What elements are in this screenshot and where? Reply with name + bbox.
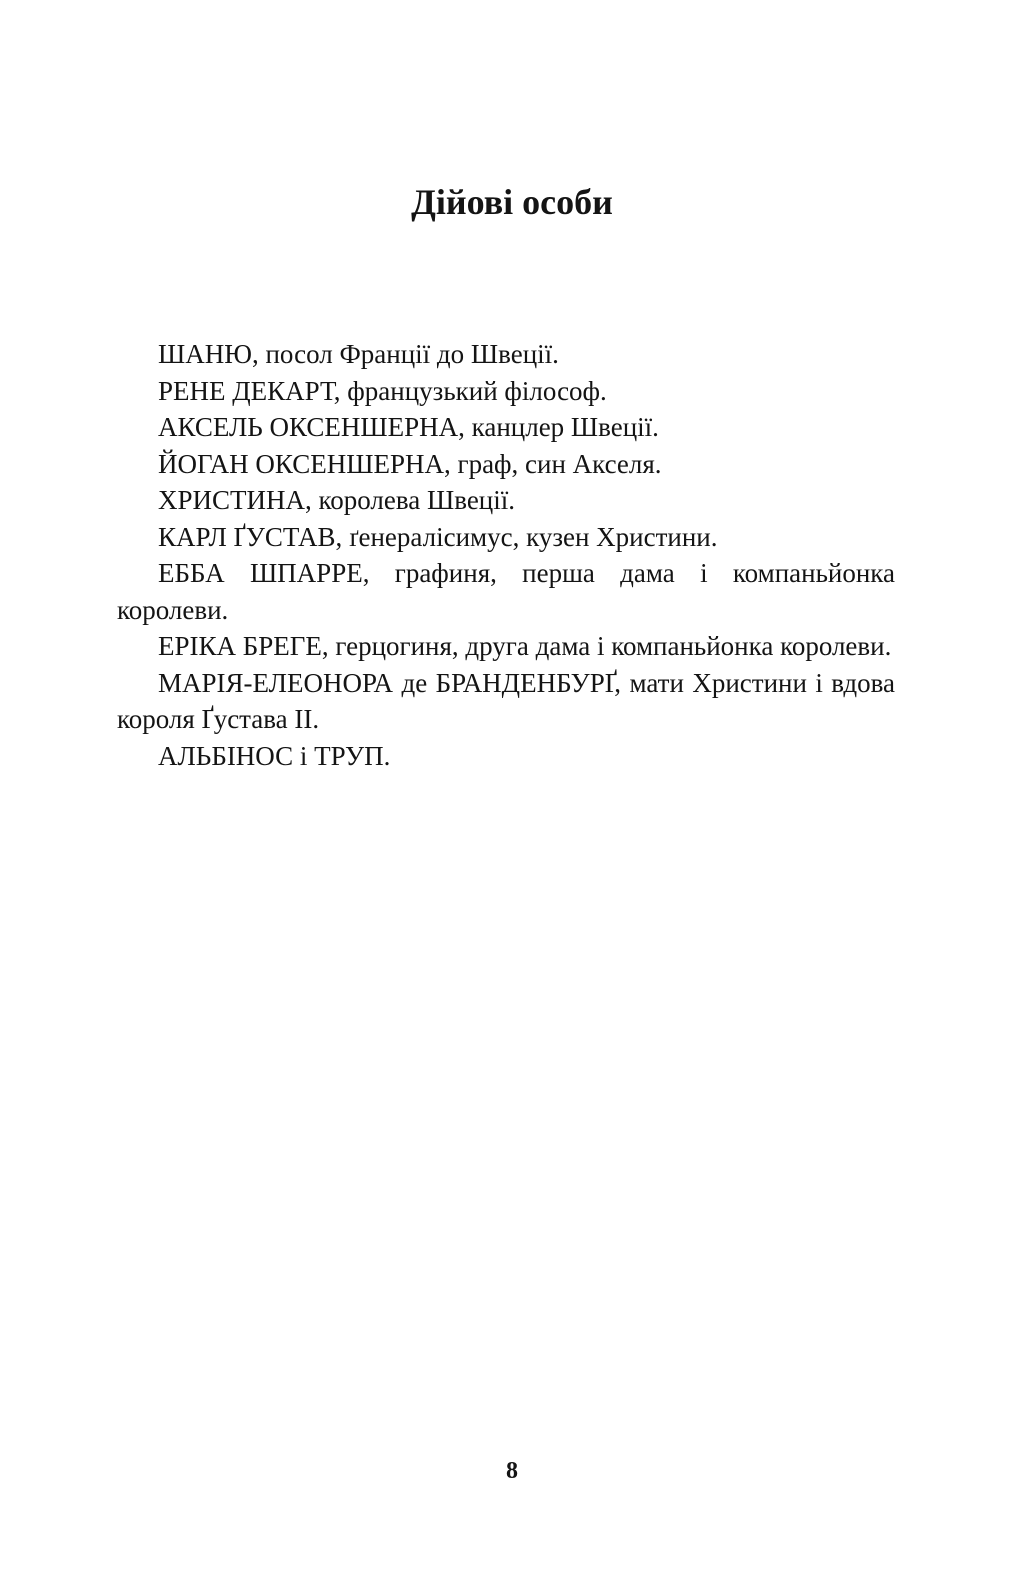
- page-number: 8: [506, 1458, 518, 1484]
- cast-item: АЛЬБІНОС і ТРУП.: [158, 740, 391, 771]
- cast-item: МАРІЯ-ЕЛЕОНОРА де БРАНДЕНБУРҐ, мати Христини і вдова короля Ґустава ІІ.: [117, 667, 895, 734]
- cast-item: РЕНЕ ДЕКАРТ, французький філософ.: [158, 375, 607, 406]
- cast-item: ШАНЮ, посол Франції до Швеції.: [158, 339, 559, 369]
- cast-item: АКСЕЛЬ ОКСЕНШЕРНА, канцлер Швеції.: [158, 412, 659, 442]
- page-title: Дійові особи: [411, 182, 613, 222]
- cast-item: ЕРІКА БРЕГЕ, герцогиня, друга дама і компаньйонка королеви.: [158, 631, 892, 661]
- cast-item: ХРИСТИНА, королева Швеції.: [158, 485, 515, 515]
- cast-item: ЕББА ШПАРРЕ, графиня, перша дама і компаньйонка королеви.: [117, 558, 895, 625]
- cast-item: КАРЛ ҐУСТАВ, ґенералісимус, кузен Христини.: [158, 521, 718, 552]
- cast-list: [117, 336, 895, 774]
- cast-item: ЙОГАН ОКСЕНШЕРНА, граф, син Акселя.: [158, 448, 662, 479]
